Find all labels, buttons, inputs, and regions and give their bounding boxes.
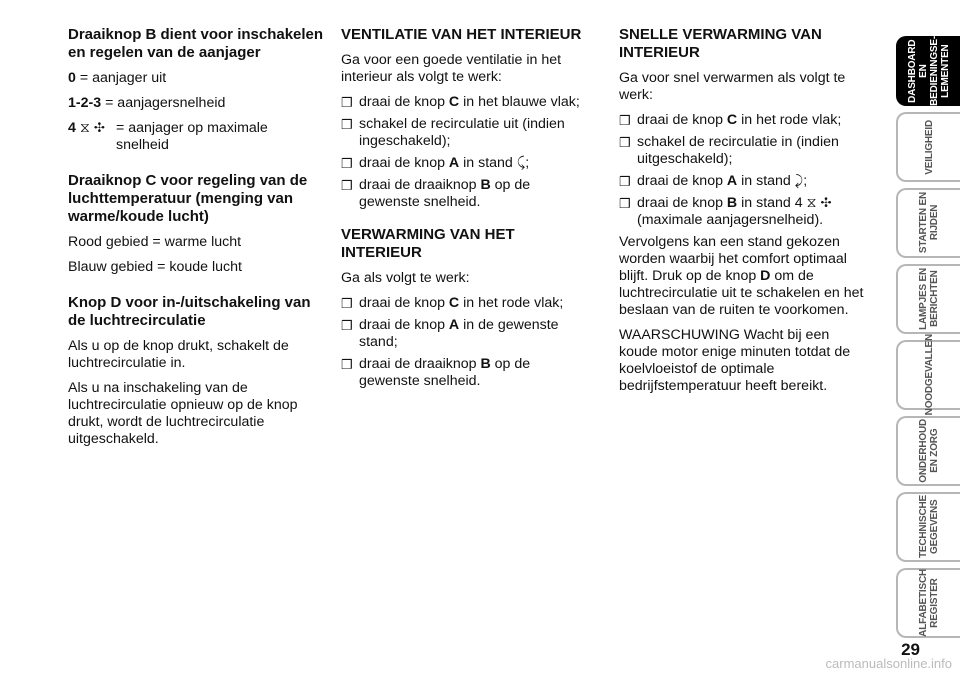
list-item: ❒ draai de knop A in stand ⤸; [619,173,808,189]
def-speed-123: 1-2-3 = aanjagersnelheid [68,95,226,111]
tab-technische[interactable]: TECHNISCHE GEGEVENS [896,492,960,562]
column-left [68,26,324,456]
fan-max-icon: ⧖ ✣ [80,120,106,136]
list-item: ❒ schakel de recirculatie uit (indien ingeschakeld); [341,116,565,149]
heading-knob-c: Draaiknop C voor regeling van de luchttemperatuur (menging van warme/koude lucht) [68,172,308,225]
checkbox-bullet-icon: ❒ [341,357,353,372]
paragraph-warning: WAARSCHUWING Wacht bij een koude motor enige minuten totdat de koelvloeistof de optimale bedrijfstemperatuur heeft bereikt. [619,327,851,394]
heading-button-d: Knop D voor in-/uitschakeling van de luchtrecirculatie [68,294,311,329]
tab-lampjes[interactable]: LAMPJES EN BERICHTEN [896,264,960,334]
page-number: 29 [901,640,920,659]
column-right [619,26,869,403]
checkbox-bullet-icon: ❒ [619,174,631,189]
intro-ventilation: Ga voor een goede ventilatie in het interieur als volgt te werk: [341,52,562,85]
list-item: ❒ draai de knop B in stand 4 ⧖ ✣ (maximale aanjagersnelheid). [619,195,832,228]
list-item: ❒ draai de knop C in het blauwe vlak; [341,94,580,110]
paragraph-recirc-off: Als u na inschakeling van de luchtrecirculatie opnieuw op de knop drukt, wordt de luchtrecirculatie uitgeschakeld. [68,380,298,447]
heading-heating: VERWARMING VAN HET INTERIEUR [341,226,515,261]
checkbox-bullet-icon: ❒ [341,178,353,193]
tab-starten[interactable]: STARTEN EN RIJDEN [896,188,960,258]
checkbox-bullet-icon: ❒ [619,113,631,128]
checkbox-bullet-icon: ❒ [619,196,631,211]
list-item: ❒ draai de knop C in het rode vlak; [619,112,842,128]
checkbox-bullet-icon: ❒ [619,135,631,150]
text-red-zone: Rood gebied = warme lucht [68,234,242,250]
intro-fast-heating: Ga voor snel verwarmen als volgt te werk: [619,70,846,103]
column-middle [341,26,591,395]
list-item: ❒ draai de draaiknop B op de gewenste snelheid. [341,356,531,389]
checkbox-bullet-icon: ❒ [341,117,353,132]
checkbox-bullet-icon: ❒ [341,95,353,110]
checkbox-bullet-icon: ❒ [341,318,353,333]
checkbox-bullet-icon: ❒ [341,156,353,171]
tab-onderhoud[interactable]: ONDERHOUD EN ZORG [896,416,960,486]
list-item: ❒ draai de knop C in het rode vlak; [341,295,564,311]
heading-knob-b: Draaiknop B dient voor inschakelen en regelen van de aanjager [68,26,324,61]
list-item: ❒ draai de draaiknop B op de gewenste snelheid. [341,177,531,210]
tab-noodgevallen[interactable]: NOODGEVALLEN [896,340,960,410]
intro-heating: Ga als volgt te werk: [341,270,470,286]
tab-dashboard[interactable]: DASHBOARD EN BEDIENINGSE- LEMENTEN [896,36,960,106]
tab-veiligheid[interactable]: VEILIGHEID [896,112,960,182]
list-item: ❒ draai de knop A in de gewenste stand; [341,317,559,350]
paragraph-recirc-on: Als u op de knop drukt, schakelt de luchtrecirculatie in. [68,338,289,371]
heading-ventilation: VENTILATIE VAN HET INTERIEUR [341,26,582,43]
text-blue-zone: Blauw gebied = koude lucht [68,259,242,275]
list-item: ❒ schakel de recirculatie in (indien uitgeschakeld); [619,134,839,167]
paragraph-after: Vervolgens kan een stand gekozen worden waarbij het comfort optimaal blijft. Druk op de knop D om de luchtrecirculatie uit te schakelen en het beslaan van de ruiten te voorkomen. [619,234,864,318]
tab-register[interactable]: ALFABETISCH REGISTER [896,568,960,638]
checkbox-bullet-icon: ❒ [341,296,353,311]
watermark: carmanualsonline.info [825,656,952,671]
def-speed-4: 4 ⧖ ✣ = aanjager op maximale snelheid [68,120,268,153]
heading-fast-heating: SNELLE VERWARMING VAN INTERIEUR [619,26,822,61]
def-speed-0: 0 = aanjager uit [68,70,167,86]
list-item: ❒ draai de knop A in stand ⤹; [341,155,530,171]
